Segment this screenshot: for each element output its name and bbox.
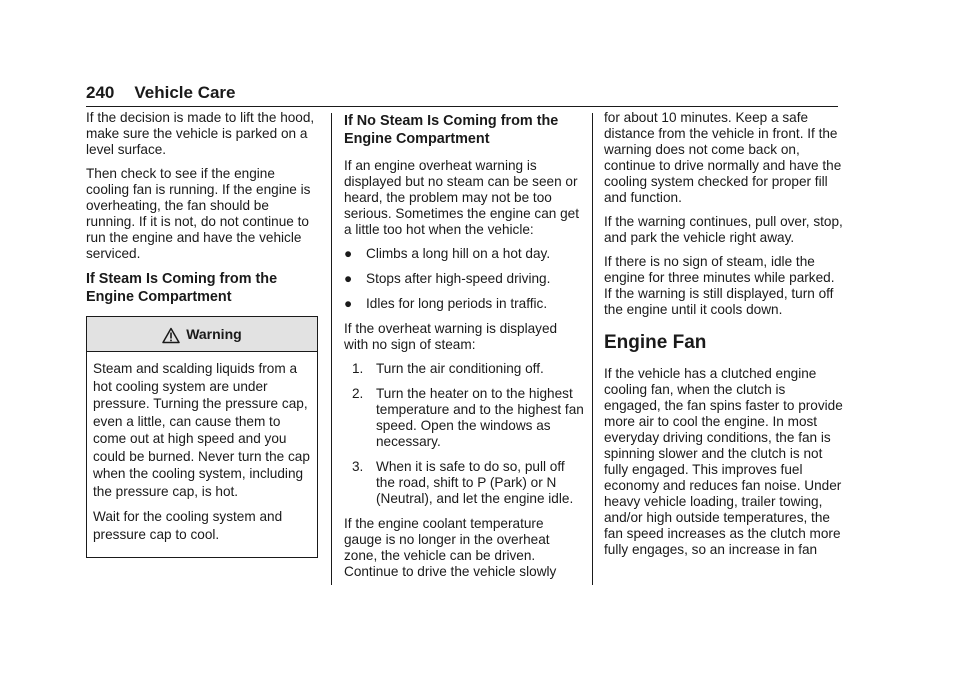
page-header — [86, 82, 838, 107]
section-heading: If Steam Is Coming from the Engine Compartment — [86, 271, 278, 305]
page-number: 240 — [86, 83, 115, 102]
paragraph: for about 10 minutes. Keep a safe distance from the vehicle in front. If the warning does not come back on, continue to drive normally and have the cooling system checked for proper fill and function. — [604, 110, 842, 205]
warning-title: Warning — [186, 326, 242, 342]
section-title: Vehicle Care — [134, 83, 236, 102]
bullet-icon: ● — [344, 246, 353, 261]
bullet-icon: ● — [344, 296, 353, 311]
list-item: 1. Turn the air conditioning off. — [352, 361, 544, 376]
paragraph: If the engine coolant temperature gauge is no longer in the overheat zone, the vehicle can be driven. Continue to drive the vehicle slowly — [344, 516, 557, 579]
warning-header — [87, 317, 317, 352]
bullet-icon: ● — [344, 271, 353, 286]
paragraph: Then check to see if the engine cooling fan is running. If the engine is overheating, the fan should be running. If it is not, do not continue to run the engine and have the vehicle serviced. — [86, 166, 311, 261]
warning-box — [86, 316, 318, 558]
column-divider-1 — [331, 113, 332, 585]
paragraph: If an engine overheat warning is displayed but no steam can be seen or heard, the problem may not be too serious. Sometimes the engine can get a little too hot when the vehicle: — [344, 158, 580, 237]
warning-triangle-icon — [162, 327, 180, 344]
warning-text: Steam and scalding liquids from a hot cooling system are under pressure. Turning the pressure cap, even a little, can cause them to come out at high speed and you could be burned. Never turn the cap when the cooling system, including the pressure cap, is hot. — [93, 361, 310, 499]
list-item: 3. When it is safe to do so, pull off the road, shift to P (Park) or N (Neutral), and let the engine idle. — [352, 459, 574, 506]
list-item: ● Climbs a long hill on a hot day. — [344, 246, 551, 261]
column-3 — [604, 110, 844, 566]
column-1 — [86, 110, 318, 558]
paragraph: If the vehicle has a clutched engine cooling fan, when the clutch is engaged, the fan spins faster to provide more air to cool the engine. In most everyday driving conditions, the fan is spinning slower and the clutch is not fully engaged. This improves fuel economy and reduces fan noise. Under heavy vehicle loading, trailer towing, and/or high outside temperatures, the fan speed increases as the clutch more fully engages, so an increase in fan — [604, 366, 843, 557]
paragraph: If the warning continues, pull over, stop, and park the vehicle right away. — [604, 214, 843, 245]
warning-body — [87, 352, 317, 557]
section-heading: Engine Fan — [604, 332, 707, 353]
paragraph: If the decision is made to lift the hood, make sure the vehicle is parked on a level surface. — [86, 110, 315, 157]
column-2 — [344, 110, 584, 588]
section-heading: If No Steam Is Coming from the Engine Compartment — [344, 113, 559, 147]
column-divider-2 — [592, 113, 593, 585]
list-item: ● Idles for long periods in traffic. — [344, 296, 548, 311]
paragraph: If the overheat warning is displayed with no sign of steam: — [344, 321, 558, 352]
list-item: 2. Turn the heater on to the highest temperature and to the highest fan speed. Open the windows as necessary. — [352, 386, 584, 449]
warning-text: Wait for the cooling system and pressure cap to cool. — [93, 509, 283, 542]
list-item: ● Stops after high-speed driving. — [344, 271, 551, 286]
paragraph: If there is no sign of steam, idle the engine for three minutes while parked. If the warning is still displayed, turn off the engine until it cools down. — [604, 254, 835, 317]
